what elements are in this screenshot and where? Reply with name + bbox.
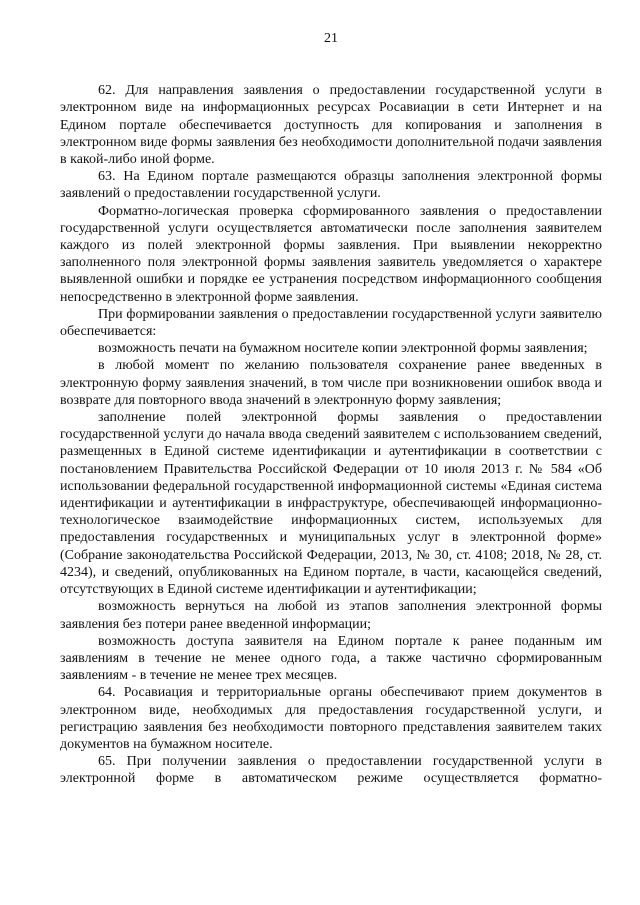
paragraph-64: 64. Росавиация и территориальные органы обеспечивают прием документов в электронном виде, необходимых для предоставления государственной услуги, и регистрацию заявления без необходимости повторного представления заявителем таких документов на бумажном носителе. xyxy=(60,685,602,752)
paragraph-62: 62. Для направления заявления о предоставлении государственной услуги в электронном виде на информационных ресурсах Росавиации в сети Интернет и на Едином портале обеспечивается доступность для копирования и заполнения в электронном виде формы заявления без необходимости дополнительной подачи заявления в какой-либо иной форме. xyxy=(60,83,602,168)
page-number: 21 xyxy=(324,31,338,46)
paragraph-access-history: возможность доступа заявителя на Едином портале к ранее поданным им заявлениям в течение не менее одного года, а также частично сформированным заявлениям - в течение не менее трех месяцев. xyxy=(60,633,602,684)
paragraph-return-stage: возможность вернуться на любой из этапов заполнения электронной формы заявления без потери ранее введенной информации; xyxy=(60,599,602,632)
paragraph-65: 65. При получении заявления о предоставлении государственной услуги в электронной форме в автоматическом режиме осуществляется форматно- xyxy=(60,754,602,787)
paragraph-63: 63. На Едином портале размещаются образцы заполнения электронной формы заявлений о предоставлении государственной услуги. xyxy=(60,169,602,202)
paragraph-print-option: возможность печати на бумажном носителе копии электронной формы заявления; xyxy=(98,341,588,357)
paragraph-format-check: Форматно-логическая проверка сформированного заявления о предоставлении государственной услуги осуществляется автоматически после заполнения заявителем каждого из полей электронной формы заявления. При выявлении некорректно заполненного поля электронной формы заявления заявитель уведомляется о характере выявленной ошибки и порядке ее устранения посредством информационного сообщения непосредственно в электронной форме заявления. xyxy=(60,203,602,305)
paragraph-autofill: заполнение полей электронной формы заявления о предоставлении государственной услуги до начала ввода сведений заявителем с использованием сведений, размещенных в Единой системе идентификации и аутентификации в соответствии с постановлением Правительства Российской Федерации от 10 июля 2013 г. № 584 «Об использовании федеральной государственной информационной системы «Единая система идентификации и аутентификации в инфраструктуре, обеспечивающей информационно-технологическое взаимодействие информационных систем, используемых для предоставления государственных и муниципальных услуг в электронной форме» (Собрание законодательства Российской Федерации, 2013, № 30, ст. 4108; 2018, № 28, ст. 4234), и сведений, опубликованных на Едином портале, в части, касающейся сведений, отсутствующих в Единой системе идентификации и аутентификации; xyxy=(60,410,602,598)
paragraph-save-values: в любой момент по желанию пользователя сохранение ранее введенных в электронную форму заявления значений, в том числе при возникновении ошибок ввода и возврате для повторного ввода значений в электронную форму заявления; xyxy=(60,358,602,408)
paragraph-applicant-provided: При формировании заявления о предоставлении государственной услуги заявителю обеспечивается: xyxy=(60,306,602,340)
